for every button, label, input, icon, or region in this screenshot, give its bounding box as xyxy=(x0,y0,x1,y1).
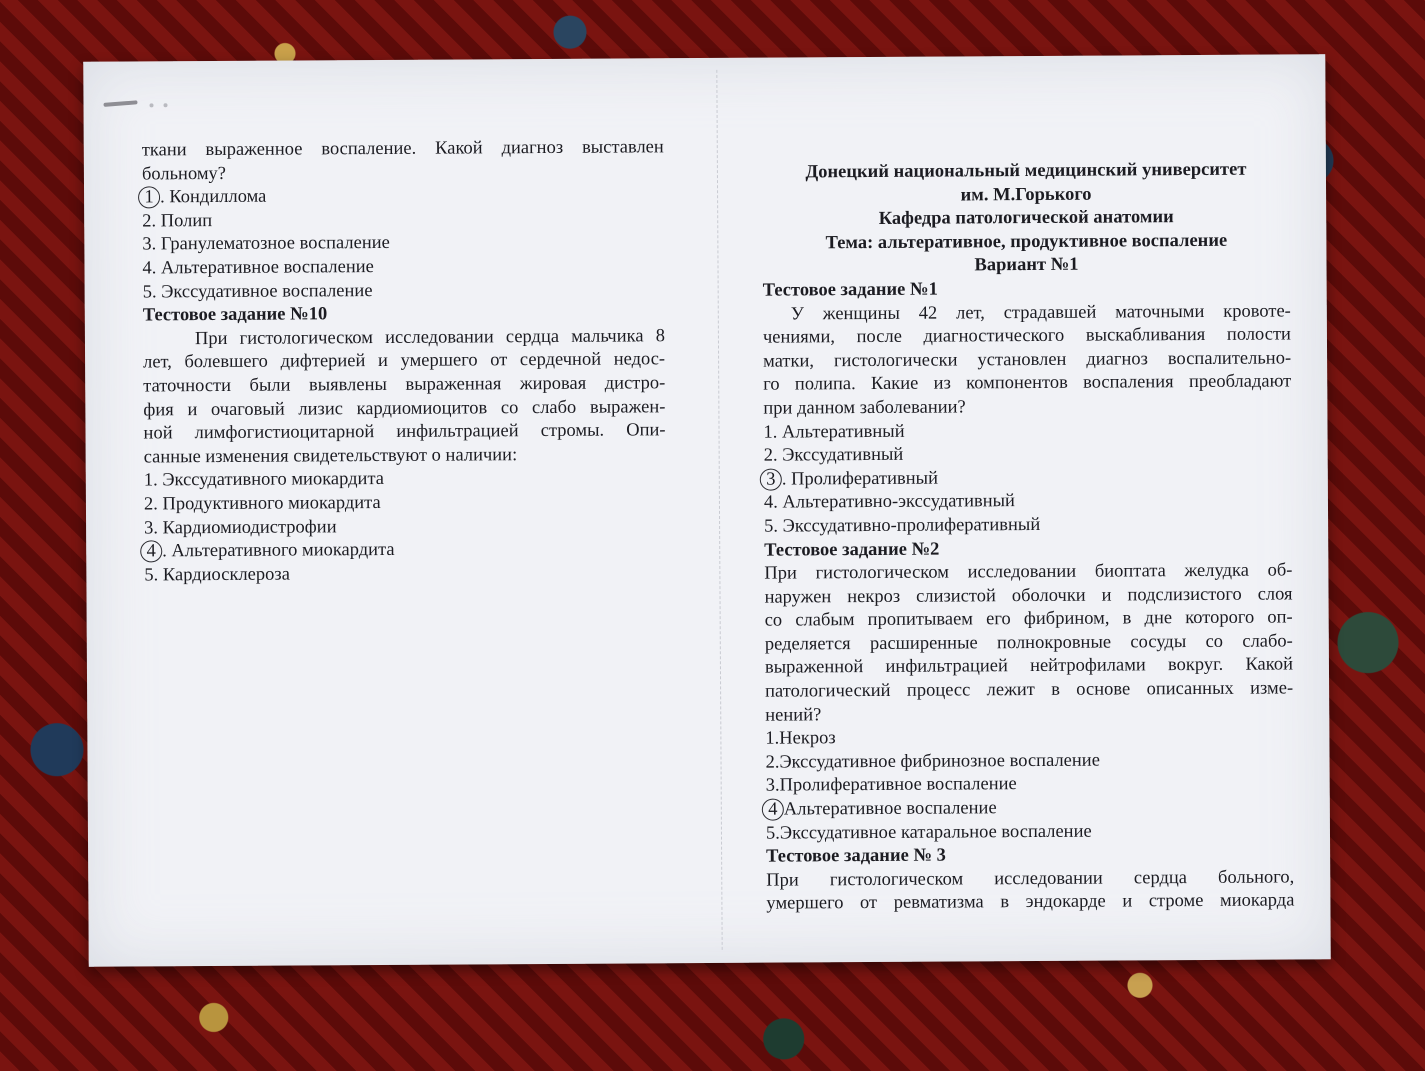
option-separator: . xyxy=(151,258,157,279)
answer-option xyxy=(142,183,664,210)
option-separator: . xyxy=(772,422,778,443)
option-text: Экссудативного миокардита xyxy=(157,469,385,491)
option-separator: . xyxy=(774,752,780,773)
text-line: выраженной инфильтрацией нейтрофилами вокруг. Какой xyxy=(764,654,1294,679)
option-text: Кардиосклероза xyxy=(158,564,290,586)
option-number: 2 xyxy=(765,752,775,773)
option-separator: . xyxy=(151,234,157,255)
option-text: Экссудативно-пролиферативный xyxy=(777,514,1041,537)
option-text: Экссудативное воспаление xyxy=(156,280,373,302)
option-number: 2 xyxy=(763,445,773,466)
answer-option xyxy=(765,725,1293,752)
text-line: матки, гистологически установлен диагноз воспалительно- xyxy=(763,348,1292,372)
option-separator: . xyxy=(152,470,158,491)
text-line: больному? xyxy=(141,163,227,185)
option-number: 2 xyxy=(143,494,154,515)
text-line: У женщины 42 лет, страдавшей маточными кровоте- xyxy=(790,300,1291,325)
right-page xyxy=(762,158,1295,916)
answer-option xyxy=(765,748,1293,775)
option-text: Альтеративное воспаление xyxy=(783,798,997,820)
text-line: При гистологическом исследовании биоптата желудка об- xyxy=(764,560,1293,584)
option-separator: . xyxy=(773,516,779,537)
option-number: 1 xyxy=(763,422,773,443)
answer-option xyxy=(142,231,664,258)
text-line: нений? xyxy=(765,704,822,726)
answer-option xyxy=(764,512,1292,539)
answer-option xyxy=(766,795,1294,822)
left-page xyxy=(142,136,667,587)
option-separator: . xyxy=(151,211,157,232)
option-text: Экссудативное фибринозное воспаление xyxy=(779,750,1100,773)
option-text: Пролиферативное воспаление xyxy=(779,774,1017,796)
option-number: 3 xyxy=(144,517,154,538)
option-text: Экссудативный xyxy=(777,444,904,466)
answer-option xyxy=(764,489,1292,516)
text-line: лет, болевшего дифтерией и умершего от сердечной недос- xyxy=(143,349,666,373)
text-line: таточности были выявлены выраженная жировая дистро- xyxy=(143,373,666,397)
text-line: го полипа. Какие из компонентов воспаления преобладают xyxy=(763,371,1292,395)
option-separator: . xyxy=(773,492,778,513)
text-line: ределяется расширенные полнокровные сосуды со слабо- xyxy=(764,631,1293,655)
q2-options xyxy=(765,725,1294,846)
option-text: Кондиллома xyxy=(164,186,267,208)
answer-option xyxy=(144,537,666,564)
question-heading: Тестовое задание №1 xyxy=(762,279,938,301)
option-number: 3 xyxy=(142,234,152,255)
option-text: Альтеративно-экссудативный xyxy=(777,491,1015,513)
answer-option xyxy=(764,442,1292,469)
option-number: 3 xyxy=(765,776,775,797)
answer-option xyxy=(142,207,664,234)
option-number: 4 xyxy=(140,540,162,562)
option-number: 5 xyxy=(765,823,776,844)
option-number: 1 xyxy=(143,470,154,491)
option-text: Пролиферативный xyxy=(786,468,939,490)
text-line: при данном заболевании? xyxy=(763,397,966,419)
text-line: со слабым пропитываем его фибрином, в дне которого оп- xyxy=(764,607,1293,631)
text-line: При гистологическом исследовании сердца больного, xyxy=(766,867,1295,891)
option-text: Продуктивного миокардита xyxy=(157,492,381,515)
option-text: Некроз xyxy=(779,728,836,749)
option-text: Полип xyxy=(156,210,213,232)
answer-option xyxy=(144,561,666,588)
option-number: 2 xyxy=(142,211,152,232)
text-line: ткани выраженное воспаление. Какой диагноз выставлен xyxy=(141,137,664,161)
option-text: Гранулематозное воспаление xyxy=(156,233,390,255)
page-fold xyxy=(716,70,722,950)
option-number: 5 xyxy=(142,281,152,303)
option-number: 4 xyxy=(142,258,152,279)
variant-title: Вариант №1 xyxy=(974,255,1079,276)
question-heading: Тестовое задание №10 xyxy=(142,304,328,326)
staple-hole xyxy=(150,103,154,107)
option-number: 5 xyxy=(764,516,774,537)
answer-option xyxy=(144,467,666,494)
department-name: Кафедра патологической анатомии xyxy=(878,207,1174,230)
answer-option xyxy=(766,772,1294,799)
option-separator: . xyxy=(774,728,780,749)
staple-hole xyxy=(164,103,168,107)
option-separator: . xyxy=(160,187,165,208)
q10-options xyxy=(144,467,667,588)
staple xyxy=(103,100,137,107)
text-line: ной лимфогистиоцитарной инфильтрацией стромы. Опи- xyxy=(143,420,666,444)
option-number: 1 xyxy=(138,187,160,209)
option-separator: . xyxy=(153,494,158,515)
text-line: фия и очаговый лизис кардиомиоцитов со слабо выражен- xyxy=(143,396,666,420)
option-text: Альтеративного миокардита xyxy=(166,540,395,562)
option-text: Экссудативное катаральное воспаление xyxy=(779,821,1092,844)
topic-title: Тема: альтеративное, продуктивное воспаление xyxy=(825,230,1228,254)
answer-option xyxy=(144,490,666,517)
option-number: 5 xyxy=(144,565,154,586)
answer-option xyxy=(766,819,1294,846)
question-heading: Тестовое задание №2 xyxy=(764,539,940,561)
option-separator: . xyxy=(153,517,159,538)
answer-option xyxy=(143,278,665,305)
option-separator: . xyxy=(772,445,778,466)
text-line: При гистологическом исследовании сердца мальчика 8 xyxy=(194,326,665,349)
option-number: 4 xyxy=(763,492,774,513)
option-separator: . xyxy=(162,541,167,562)
answer-option xyxy=(142,254,664,281)
option-text: Альтеративное воспаление xyxy=(156,256,374,279)
option-text: Альтеративный xyxy=(777,421,905,443)
text-line: патологический процесс лежит в основе описанных изме- xyxy=(765,678,1294,702)
q1-options xyxy=(763,418,1292,539)
option-separator: . xyxy=(774,775,780,797)
answer-option xyxy=(144,514,666,541)
text-line: умершего от ревматизма в эндокарде и строме миокарда xyxy=(766,890,1295,915)
university-named-after: им. М.Горького xyxy=(960,184,1092,206)
question-heading: Тестовое задание № 3 xyxy=(766,845,946,867)
option-separator: . xyxy=(775,823,780,844)
option-separator: . xyxy=(781,469,787,490)
answer-option xyxy=(763,418,1291,445)
option-text: Кардиомиодистрофии xyxy=(157,516,337,538)
text-line: наружен некроз слизистой оболочки и подслизистого слоя xyxy=(764,584,1293,608)
university-name: Донецкий национальный медицинский университет xyxy=(805,159,1247,183)
option-number: 1 xyxy=(765,728,775,749)
text-line: чениями, после диагностического выскабливания полости xyxy=(762,324,1291,348)
option-separator: . xyxy=(153,565,159,586)
q9-options xyxy=(142,183,665,304)
option-number: 4 xyxy=(762,799,784,821)
answer-option xyxy=(764,465,1292,492)
option-separator: . xyxy=(151,281,157,302)
text-line: санные изменения свидетельствуют о наличии: xyxy=(143,444,518,468)
document-sheet xyxy=(83,54,1331,967)
option-number: 3 xyxy=(760,468,782,490)
